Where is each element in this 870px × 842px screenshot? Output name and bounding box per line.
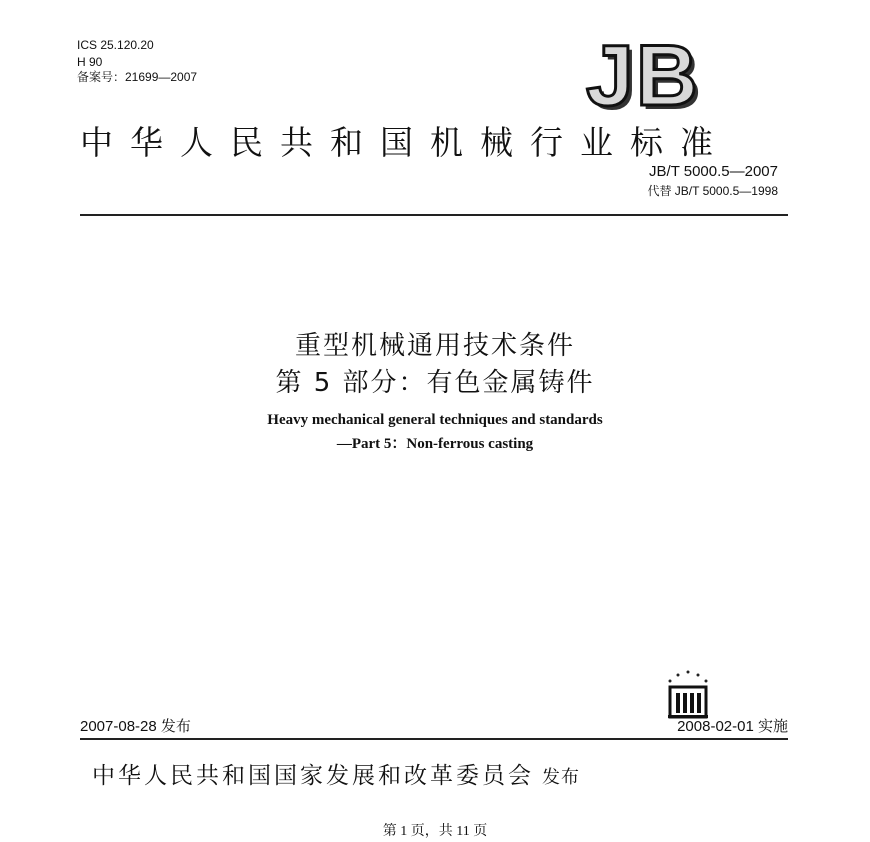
classification-code: H 90 [77, 55, 103, 69]
standard-code: JB/T 5000.5—2007 [649, 163, 778, 180]
publisher-name: 中华人民共和国国家发展和改革委员会 [92, 763, 534, 789]
jb-logo-text: JB [586, 28, 700, 124]
document-title-en-line2: —Part 5：Non-ferrous casting [336, 436, 534, 452]
publisher-action: 发布 [542, 767, 580, 788]
publisher [92, 757, 580, 790]
page-indicator: 第 1 页，共 11 页 [382, 824, 488, 839]
replaces-standard: 代替 JB/T 5000.5—1998 [647, 184, 778, 198]
document-title-cn-line2: 第 5 部分：有色金属铸件 [275, 368, 595, 398]
issue-date: 2007-08-28 发布 [80, 718, 191, 735]
document-title-en-line1: Heavy mechanical general techniques and standards [267, 412, 603, 428]
record-number: 备案号：21699—2007 [77, 70, 198, 84]
document-title-cn-line1: 重型机械通用技术条件 [294, 331, 575, 361]
standard-title: 中华人民共和国机械行业标准 [80, 123, 730, 162]
implementation-date: 2008-02-01 实施 [677, 718, 788, 735]
ics-code: ICS 25.120.20 [77, 38, 154, 52]
ministry-emblem-icon [658, 663, 718, 723]
header-divider [80, 214, 788, 216]
footer-divider [80, 738, 788, 740]
jb-logo [586, 28, 700, 124]
